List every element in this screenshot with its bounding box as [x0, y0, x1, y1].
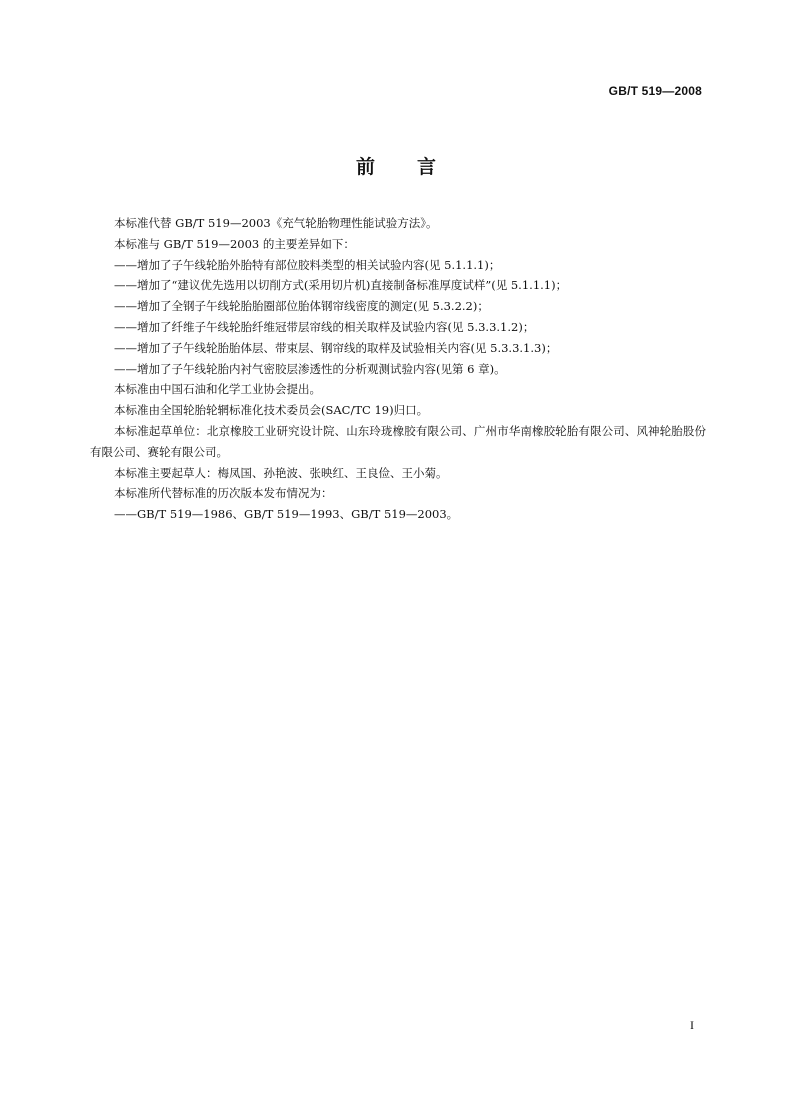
history-item: ——GB/T 519—1986、GB/T 519—1993、GB/T 519—2003。 [114, 507, 459, 522]
paragraph-drafters: 本标准主要起草人：梅凤国、孙艳波、张映红、王良俭、王小菊。 [114, 465, 448, 480]
difference-item: ——增加了纤维子午线轮胎纤维冠带层帘线的相关取样及试验内容(见 5.3.3.1.2)； [114, 319, 535, 334]
page-number: I [690, 1018, 694, 1032]
page-title [0, 152, 792, 179]
difference-item: ——增加了子午线轮胎胎体层、带束层、钢帘线的取样及试验相关内容(见 5.3.3.1.3)； [114, 340, 558, 355]
difference-item: ——增加了子午线轮胎内衬气密胶层渗透性的分析观测试验内容(见第 6 章)。 [114, 361, 506, 376]
difference-item: ——增加了全钢子午线轮胎胎圈部位胎体钢帘线密度的测定(见 5.3.2.2)； [114, 299, 489, 314]
paragraph-history-intro: 本标准所代替标准的历次版本发布情况为： [114, 486, 333, 501]
paragraph-centralized-by: 本标准由全国轮胎轮辋标准化技术委员会(SAC/TC 19)归口。 [114, 403, 429, 418]
difference-item: ——增加了“建议优先选用以切削方式(采用切片机)直接制备标准厚度试样”(见 5.1.1.1)； [114, 278, 568, 293]
paragraph-proposed-by: 本标准由中国石油和化学工业协会提出。 [114, 382, 321, 397]
standard-number: GB/T 519—2008 [608, 84, 702, 98]
title-char-1: 前 [355, 156, 375, 178]
paragraph-replaces: 本标准代替 GB/T 519—2003《充气轮胎物理性能试验方法》。 [114, 216, 438, 230]
title-char-2: 言 [417, 156, 437, 178]
difference-item: ——增加了子午线轮胎外胎特有部位胶料类型的相关试验内容(见 5.1.1.1)； [114, 257, 501, 272]
paragraph-drafting-units: 本标准起草单位：北京橡胶工业研究设计院、山东玲珑橡胶有限公司、广州市华南橡胶轮胎有限公司、风神轮胎股份有限公司、赛轮有限公司。 [90, 423, 706, 459]
foreword-body [90, 213, 706, 525]
paragraph-differences-intro: 本标准与 GB/T 519—2003 的主要差异如下： [114, 236, 355, 251]
